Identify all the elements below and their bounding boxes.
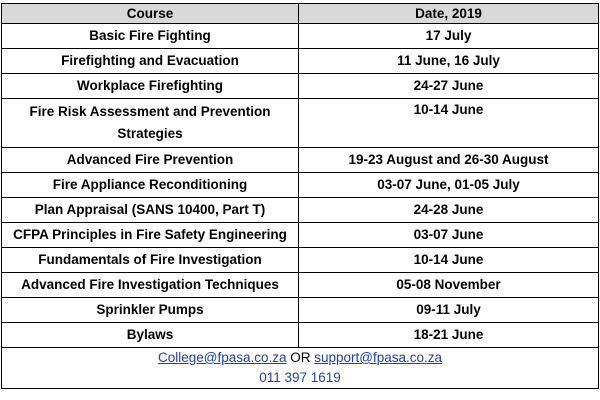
table-row (2, 323, 599, 348)
course-schedule-table (1, 3, 599, 389)
course-name: Workplace Firefighting (2, 74, 299, 99)
course-date: 18-21 June (299, 323, 599, 348)
table-row (2, 49, 599, 74)
course-name: Plan Appraisal (SANS 10400, Part T) (2, 198, 299, 223)
course-name: Fire Appliance Reconditioning (2, 173, 299, 198)
contact-phone: 011 397 1619 (259, 370, 341, 385)
course-date: 24-28 June (299, 198, 599, 223)
table-row (2, 24, 599, 49)
college-email-link[interactable]: College@fpasa.co.za (157, 350, 287, 365)
table-row (2, 74, 599, 99)
table-row (2, 173, 599, 198)
table-row (2, 298, 599, 323)
course-name: Advanced Fire Investigation Techniques (2, 273, 299, 298)
contact-footer (2, 348, 599, 389)
course-date: 24-27 June (299, 74, 599, 99)
course-name: Firefighting and Evacuation (2, 49, 299, 74)
table-row (2, 99, 599, 148)
contact-emails (6, 348, 594, 368)
course-date: 11 June, 16 July (299, 49, 599, 74)
course-name: Advanced Fire Prevention (2, 148, 299, 173)
table-row (2, 248, 599, 273)
table-row (2, 148, 599, 173)
table-header-row (2, 4, 599, 24)
support-email-link[interactable]: support@fpasa.co.za (314, 350, 443, 365)
course-name: Fundamentals of Fire Investigation (2, 248, 299, 273)
or-separator: OR (290, 350, 311, 365)
course-date: 05-08 November (299, 273, 599, 298)
course-date: 10-14 June (299, 99, 599, 148)
table-row (2, 273, 599, 298)
course-date: 19-23 August and 26-30 August (299, 148, 599, 173)
course-name: Bylaws (2, 323, 299, 348)
course-name: Basic Fire Fighting (2, 24, 299, 49)
course-date: 10-14 June (299, 248, 599, 273)
contact-footer-row (2, 348, 599, 389)
column-header-course: Course (2, 4, 299, 24)
course-name: Fire Risk Assessment and Prevention Strategies (2, 99, 299, 148)
table-row (2, 198, 599, 223)
column-header-date: Date, 2019 (299, 4, 599, 24)
course-name: Sprinkler Pumps (2, 298, 299, 323)
course-date: 17 July (299, 24, 599, 49)
course-name: CFPA Principles in Fire Safety Engineering (2, 223, 299, 248)
table-row (2, 223, 599, 248)
course-date: 03-07 June (299, 223, 599, 248)
course-date: 03-07 June, 01-05 July (299, 173, 599, 198)
course-date: 09-11 July (299, 298, 599, 323)
